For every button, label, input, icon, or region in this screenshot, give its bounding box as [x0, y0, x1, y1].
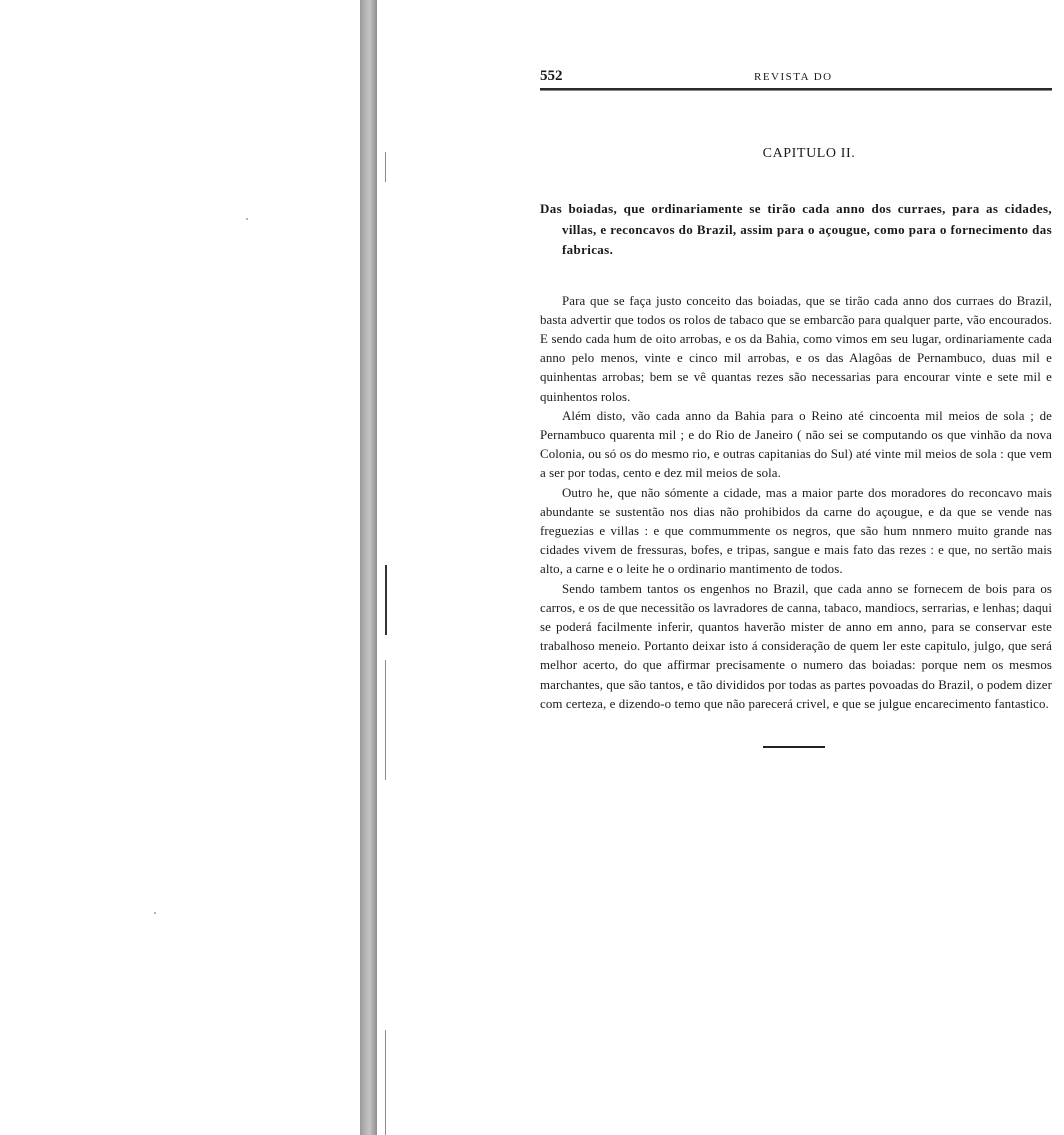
scan-speck — [154, 912, 156, 914]
chapter-body — [540, 292, 1052, 714]
gutter-edge-line — [385, 565, 387, 635]
page-header — [540, 66, 1052, 90]
book-gutter-shadow — [360, 0, 377, 1135]
page-number: 552 — [540, 68, 563, 84]
end-of-chapter-rule — [763, 746, 825, 748]
running-title: REVISTA DO — [754, 71, 833, 83]
gutter-edge-line — [385, 1030, 386, 1135]
chapter-summary: Das boiadas, que ordinariamente se tirão cada anno dos curraes, para as cidades, villas, e reconcavos do Brazil, assim para o açougue, como para o fornecimento das fabricas. — [540, 201, 1052, 257]
paragraph: Sendo tambem tantos os engenhos no Brazil, que cada anno se fornecem de bois para os carros, e os de que necessitão os lavradores de canna, tabaco, mandiocs, serrarias, e lenhas; daqui se poderá facilmente inferir, quantos haverão mister de anno em anno, para se conservar este trabalhoso meneio. Portanto deixar isto á consideração de quem ler este capitulo, julgo, que será melhor acerto, do que affirmar precisamente o numero das boiadas: porque nem os mesmos marchantes, que são tantos, e tão divididos por todas as partes povoadas do Brazil, o podem dizer com certeza, e dizendo-o temo que não parecerá crivel, e que se julgue encarecimento fantastico. — [540, 581, 1052, 711]
paragraph: Além disto, vão cada anno da Bahia para o Reino até cincoenta mil meios de sola ; de Pernambuco quarenta mil ; e do Rio de Janeiro ( não sei se computando os que vinhão da nova Colonia, ou só os do mesmo rio, e outras capitanias do Sul) até vinte mil meios de sola : que vem a ser por todas, cento e dez mil meios de sola. — [540, 408, 1052, 481]
chapter-title: CAPITULO II. — [762, 146, 856, 161]
paragraph: Para que se faça justo conceito das boiadas, que se tirão cada anno dos curraes do Brazil, basta advertir que todos os rolos de tabaco que se embarcão para qualquer parte, vão encourados. E sendo cada hum de oito arrobas, e os da Bahia, como vimos em seu lugar, ordinariamente cada anno pelo menos, vinte e cinco mil arrobas, e os das Alagôas de Pernambuco, duas mil e quinhentas arrobas; bem se vê quantas rezes são necessarias para encourar vinte e sete mil e quinhentos rolos. — [540, 293, 1052, 404]
scan-speck — [246, 218, 248, 220]
gutter-edge-line — [385, 660, 386, 780]
book-page — [540, 66, 1052, 748]
gutter-edge-line — [385, 152, 386, 182]
paragraph: Outro he, que não sómente a cidade, mas a maior parte dos moradores do reconcavo mais abundante se sustentão nos dias não prohibidos da carne do açougue, e da que se vende nas freguezias e villas : e que commummente os negros, que são hum nnmero muito grande nas cidades vivem de fressuras, bofes, e tripas, sangue e mais fato das rezes : e que, no sertão mais alto, a carne e o leite he o ordinario mantimento de todos. — [540, 485, 1052, 577]
